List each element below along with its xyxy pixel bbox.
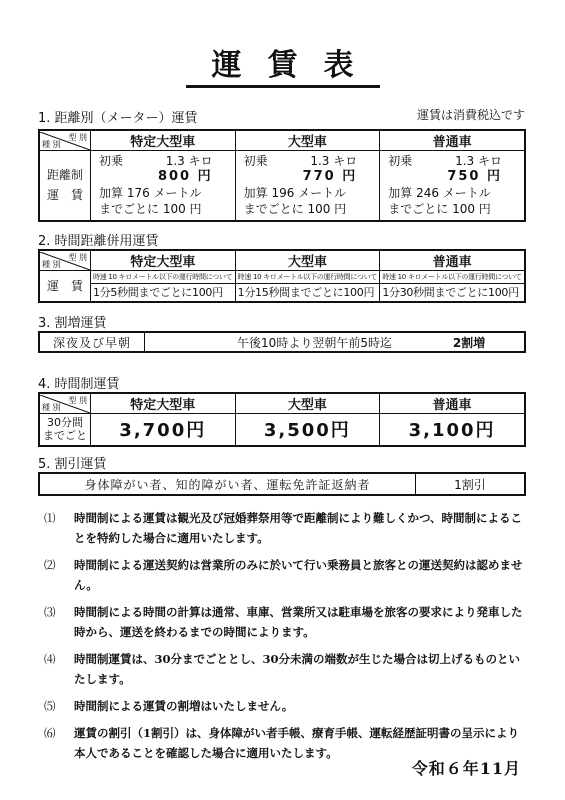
- section-4-heading: 4. 時間制運賃: [38, 377, 120, 392]
- surcharge-label: 深夜及び早朝: [39, 332, 145, 352]
- col-header-special-large: 特定大型車: [91, 130, 236, 151]
- time-rate: 1分5秒間までごとに100円: [91, 284, 236, 302]
- distance-fare-cell: 初乗 1.3 キロ 770 円 加算 196 メートル までごとに 100 円: [235, 151, 380, 221]
- section-1-heading: 1. 距離別（メーター）運賃: [38, 111, 198, 126]
- distance-fare-cell: 初乗 1.3 キロ 800 円 加算 176 メートル までごとに 100 円: [91, 151, 236, 221]
- col-header-standard: 普通車: [380, 393, 525, 414]
- surcharge-period: 午後10時より翌朝午前5時迄: [145, 332, 415, 352]
- surcharge-rate: 2割増: [414, 332, 525, 352]
- col-header-standard: 普通車: [380, 130, 525, 151]
- header-diagonal-cell: 型 別 種 別: [39, 130, 91, 151]
- distance-fare-cell: 初乗 1.3 キロ 750 円 加算 246 メートル までごとに 100 円: [380, 151, 525, 221]
- section-3-heading: 3. 割増運賃: [38, 316, 107, 331]
- distance-fare-table: [38, 129, 526, 222]
- tax-note: 運賃は消費税込です: [416, 108, 525, 122]
- header-diagonal-cell: 型 別 種 別: [39, 250, 91, 271]
- col-header-large: 大型車: [235, 393, 380, 414]
- col-header-standard: 普通車: [380, 250, 525, 271]
- row-label-distance: 距離制 運 賃: [39, 151, 91, 221]
- issue-date: 令和６年11月: [411, 759, 521, 778]
- hourly-fare-table: [38, 392, 526, 447]
- col-header-special-large: 特定大型車: [91, 250, 236, 271]
- col-header-special-large: 特定大型車: [91, 393, 236, 414]
- note-item: ⑹ 運賃の割引（1割引）は、身体障がい者手帳、療育手帳、運転経歴証明書の呈示により本人であることを確認した場合に適用いたします。: [44, 726, 519, 760]
- time-rate: 1分30秒間までごとに100円: [380, 284, 525, 302]
- time-distance-table: [38, 249, 526, 303]
- section-5-heading: 5. 割引運賃: [38, 457, 107, 472]
- col-header-large: 大型車: [235, 130, 380, 151]
- col-header-large: 大型車: [235, 250, 380, 271]
- discount-table: [38, 472, 526, 496]
- notes-list: [44, 508, 526, 770]
- surcharge-table: [38, 331, 526, 353]
- note-item: ⑷ 時間制運賃は、30分までごととし、30分未満の端数が生じた場合は切上げるものといたします。: [44, 652, 521, 686]
- row-label-fare: 運 賃: [39, 271, 91, 302]
- hourly-price: 3,500円: [235, 414, 380, 446]
- note-item: ⑸ 時間制による運賃の割増はいたしません。: [44, 699, 294, 713]
- speed-condition-note: 時速 10 キロメートル以下の運行時間について: [235, 271, 380, 284]
- section-2-heading: 2. 時間距離併用運賃: [38, 234, 159, 249]
- note-item: ⑴ 時間制による運賃は観光及び冠婚葬祭用等で距離制により難しくかつ、時間制によることを特約した場合に適用いたします。: [44, 511, 523, 545]
- page-title: 運賃表: [0, 40, 565, 84]
- row-label-30min: 30分間 までごと: [39, 414, 91, 446]
- note-item: ⑵ 時間制による運送契約は営業所のみに於いて行い乗務員と旅客との運送契約は認めません。: [44, 558, 523, 592]
- header-diagonal-cell: 型 別 種 別: [39, 393, 91, 414]
- note-item: ⑶ 時間制による時間の計算は通常、車庫、営業所又は駐車場を旅客の要求により発車した時から、運送を終わるまでの時間によります。: [44, 605, 523, 639]
- discount-rate: 1割引: [416, 473, 526, 495]
- speed-condition-note: 時速 10 キロメートル以下の運行時間について: [91, 271, 236, 284]
- time-rate: 1分15秒間までごとに100円: [235, 284, 380, 302]
- hourly-price: 3,700円: [91, 414, 236, 446]
- hourly-price: 3,100円: [380, 414, 525, 446]
- speed-condition-note: 時速 10 キロメートル以下の運行時間について: [380, 271, 525, 284]
- discount-label: 身体障がい者、知的障がい者、運転免許証返納者: [39, 473, 416, 495]
